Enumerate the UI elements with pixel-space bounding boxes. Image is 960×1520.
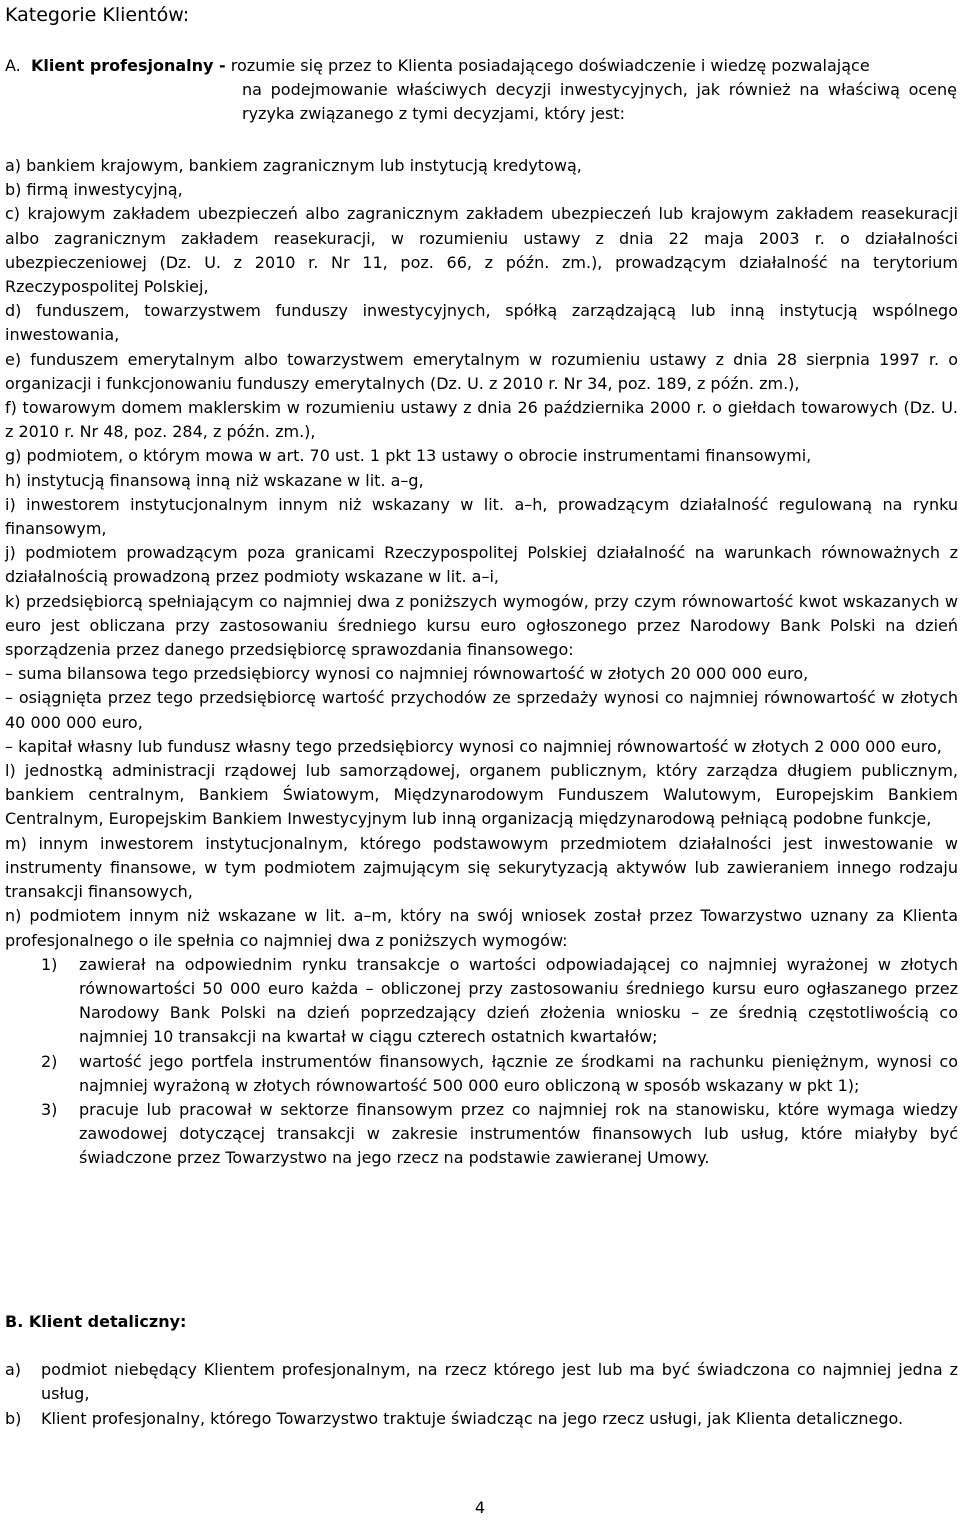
retail-client-list bbox=[5, 1358, 958, 1431]
list-item: m) innym inwestorem instytucjonalnym, którego podstawowym przedmiotem działalności jest inwestowanie w instrumenty finansowe, w tym podmiotem zajmującym się sekurytyzacją aktywów lub zawieraniem innego rodzaju transakcji finansowych, bbox=[5, 833, 958, 902]
section-professional-client bbox=[5, 54, 957, 127]
list-item: c) krajowym zakładem ubezpieczeń albo zagranicznym zakładem ubezpieczeń lub krajowym zakładem reasekuracji albo zagranicznym zakładem reasekuracji, w rozumieniu ustawy z dnia 22 maja 2003 r. o działalności ubezpieczeniowej (Dz. U. z 2010 r. Nr 11, poz. 66, z późn. zm.), prowadzącym działalność na terytorium Rzeczypospolitej Polskiej, bbox=[5, 204, 958, 297]
list-item-text: Klient profesjonalny, którego Towarzystwo traktuje świadcząc na jego rzecz usługi, jak Klienta detalicznego. bbox=[41, 1408, 904, 1428]
list-item: n) podmiotem innym niż wskazane w lit. a–m, który na swój wniosek został przez Towarzystwo uznany za Klienta profesjonalnego o ile spełnia co najmniej dwa z poniższych wymogów: bbox=[5, 906, 958, 950]
list-item: j) podmiotem prowadzącym poza granicami Rzeczypospolitej Polskiej działalność na warunkach równoważnych z działalnością prowadzoną przez podmioty wskazane w lit. a–i, bbox=[5, 543, 958, 587]
list-item-marker: a) bbox=[5, 1360, 22, 1380]
requirement-number: 1) bbox=[41, 954, 58, 974]
professional-client-list bbox=[5, 154, 958, 1171]
list-item: a) bankiem krajowym, bankiem zagranicznym lub instytucją kredytową, bbox=[5, 156, 582, 175]
list-item-marker: b) bbox=[5, 1408, 22, 1428]
list-item: f) towarowym domem maklerskim w rozumieniu ustawy z dnia 26 października 2000 r. o giełdach towarowych (Dz. U. z 2010 r. Nr 48, poz. 284, z późn. zm.), bbox=[5, 398, 958, 442]
list-item: g) podmiotem, o którym mowa w art. 70 ust. 1 pkt 13 ustawy o obrocie instrumentami finansowymi, bbox=[5, 446, 812, 466]
requirement-item bbox=[5, 953, 958, 1050]
section-a-heading: Klient profesjonalny - bbox=[31, 56, 226, 75]
list-item-text: podmiot niebędący Klientem profesjonalnym, na rzecz którego jest lub ma być świadczona co najmniej jedna z usług, bbox=[41, 1360, 958, 1404]
list-subitem: – suma bilansowa tego przedsiębiorcy wynosi co najmniej równowartość w złotych 20 000 000 euro, bbox=[5, 664, 809, 684]
requirement-text: pracuje lub pracował w sektorze finansowym przez co najmniej rok na stanowisku, które wymaga wiedzy zawodowej dotyczącej transakcji w zakresie instrumentów finansowych lub usług, które miałyby być świadczone przez Towarzystwo na jego rzecz na podstawie zawieranej Umowy. bbox=[79, 1099, 958, 1168]
list-subitem: – kapitał własny lub fundusz własny tego przedsiębiorcy wynosi co najmniej równowartość w złotych 2 000 000 euro, bbox=[5, 736, 942, 756]
section-a-intro-rest: na podejmowanie właściwych decyzji inwestycyjnych, jak również na właściwą ocenę ryzyka związanego z tymi decyzjami, który jest: bbox=[242, 80, 957, 124]
requirement-item bbox=[5, 1050, 958, 1098]
list-item bbox=[5, 1407, 958, 1431]
requirement-text: wartość jego portfela instrumentów finansowych, łącznie ze środkami na rachunku pieniężnym, wynosi co najmniej wyrażoną w złotych równowartość 500 000 euro obliczoną w sposób wskazany w pkt 1); bbox=[79, 1051, 958, 1095]
list-subitem: – osiągnięta przez tego przedsiębiorcę wartość przychodów ze sprzedaży wynosi co najmniej równowartość w złotych 40 000 000 euro, bbox=[5, 688, 958, 732]
page-title: Kategorie Klientów: bbox=[5, 4, 190, 26]
section-a-intro bbox=[31, 54, 957, 78]
requirement-text: zawierał na odpowiednim rynku transakcje o wartości odpowiadającej co najmniej wyrażonej w złotych równowartości 50 000 euro każda – obliczonej przy zastosowaniu średniego kursu euro ogłaszanego przez Narodowy Bank Polski na dzień poprzedzający dzień złożenia wniosku – ze średnią częstotliwością co najmniej 10 transakcji na kwartał w ciągu czterech ostatnich kwartałów; bbox=[79, 954, 958, 1047]
section-a-label: A. bbox=[5, 56, 21, 75]
page-number: 4 bbox=[474, 1498, 486, 1517]
requirements-list bbox=[5, 953, 958, 1171]
section-a-intro-first: rozumie się przez to Klienta posiadającego doświadczenie i wiedzę pozwalające bbox=[230, 56, 870, 75]
requirement-number: 2) bbox=[41, 1051, 58, 1071]
requirement-number: 3) bbox=[41, 1099, 58, 1119]
list-item: e) funduszem emerytalnym albo towarzystwem emerytalnym w rozumieniu ustawy z dnia 28 sierpnia 1997 r. o organizacji i funkcjonowaniu funduszy emerytalnych (Dz. U. z 2010 r. Nr 34, poz. 189, z późn. zm.), bbox=[5, 349, 958, 393]
list-item bbox=[5, 1358, 958, 1406]
section-b-heading: B. Klient detaliczny: bbox=[5, 1312, 187, 1331]
list-item: l) jednostką administracji rządowej lub samorządowej, organem publicznym, który zarządza długiem publicznym, bankiem centralnym, Bankiem Światowym, Międzynarodowym Funduszem Walutowym, Europejskim Bankiem Centralnym, Europejskim Bankiem Inwestycyjnym lub inną organizacją międzynarodową pełniącą podobne funkcje, bbox=[5, 761, 958, 829]
list-item: i) inwestorem instytucjonalnym innym niż wskazany w lit. a–h, prowadzącym działalność regulowaną na rynku finansowym, bbox=[5, 494, 958, 539]
requirement-item bbox=[5, 1098, 958, 1171]
section-retail-client bbox=[5, 1310, 958, 1431]
list-item: b) firmą inwestycyjną, bbox=[5, 180, 183, 200]
list-item: k) przedsiębiorcą spełniającym co najmniej dwa z poniższych wymogów, przy czym równowartość kwot wskazanych w euro jest obliczana przy zastosowaniu średniego kursu euro ogłoszonego przez Narodowy Bank Polski na dzień sporządzenia przez danego przedsiębiorcę sprawozdania finansowego: bbox=[5, 591, 958, 660]
list-item: h) instytucją finansową inną niż wskazane w lit. a–g, bbox=[5, 470, 424, 490]
list-item: d) funduszem, towarzystwem funduszy inwestycyjnych, spółką zarządzającą lub inną instytucją wspólnego inwestowania, bbox=[5, 301, 958, 345]
section-a-heading-row bbox=[5, 54, 957, 78]
